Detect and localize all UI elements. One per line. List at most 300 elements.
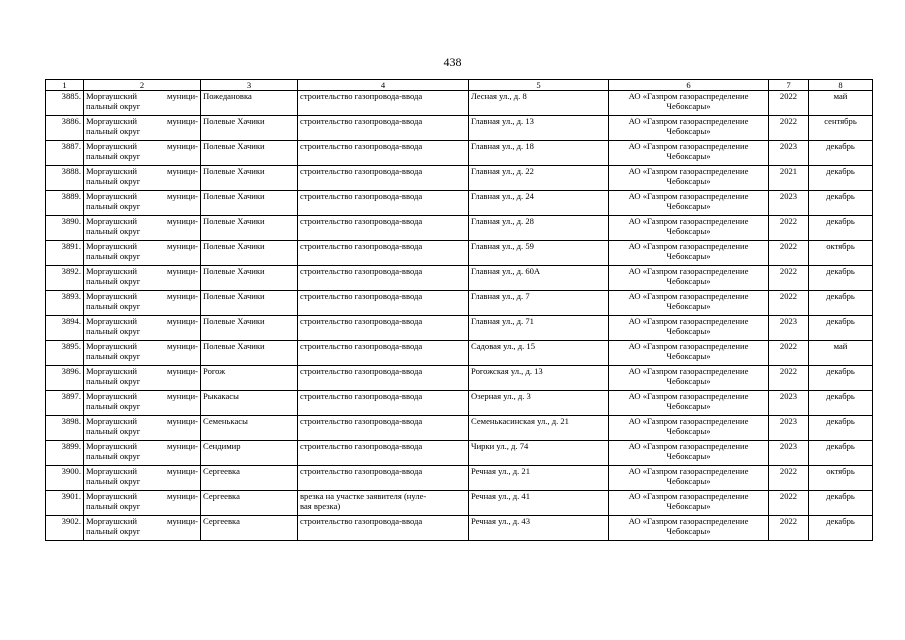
cell-organization [609,291,769,316]
cell-number [46,141,84,166]
cell-number [46,266,84,291]
row-number: 3897. [61,391,81,401]
row-number: 3901. [61,491,81,501]
organization-line-1: АО «Газпром газораспределение [628,366,749,376]
work-type-line-1: строительство газопровода-ввода [300,466,423,476]
month-value: декабрь [826,516,855,526]
work-type-line-1: строительство газопровода-ввода [300,116,423,126]
district-part-1: Моргаушский [86,516,138,526]
cell-district [84,216,201,241]
cell-month [809,366,873,391]
year-value: 2023 [779,416,798,426]
district-part-2: муници- [167,341,198,351]
settlement-name: Полевые Хачики [203,241,265,251]
cell-month [809,91,873,116]
cell-organization [609,366,769,391]
column-header-8: 8 [809,80,873,91]
cell-district [84,491,201,516]
cell-year [769,316,809,341]
cell-number [46,441,84,466]
settlement-name: Полевые Хачики [203,341,265,351]
work-type-line-1: строительство газопровода-ввода [300,191,423,201]
column-header-4: 4 [298,80,469,91]
cell-settlement [201,166,298,191]
month-value: декабрь [826,191,855,201]
row-number: 3899. [61,441,81,451]
table-row [46,391,873,416]
month-value: май [833,91,848,101]
cell-number [46,491,84,516]
cell-month [809,466,873,491]
organization-line-1: АО «Газпром газораспределение [628,116,749,126]
cell-work-type [298,366,469,391]
address-text: Главная ул., д. 24 [471,191,534,201]
row-number: 3891. [61,241,81,251]
settlement-name: Рогож [203,366,226,376]
district-line-2: пальный округ [86,201,141,212]
cell-district [84,166,201,191]
district-line-2: пальный округ [86,151,141,162]
cell-work-type [298,516,469,541]
district-part-2: муници- [167,216,198,226]
cell-address [469,291,609,316]
month-value: декабрь [826,141,855,151]
district-part-2: муници- [167,516,198,526]
district-line-1 [86,316,198,326]
cell-settlement [201,91,298,116]
district-part-1: Моргаушский [86,391,138,401]
cell-organization [609,191,769,216]
cell-address [469,441,609,466]
cell-district [84,191,201,216]
district-line-1 [86,166,198,176]
cell-year [769,416,809,441]
cell-organization [609,491,769,516]
cell-work-type [298,416,469,441]
table-row [46,516,873,541]
work-type-line-1: строительство газопровода-ввода [300,316,423,326]
district-part-1: Моргаушский [86,166,138,176]
settlement-name: Полевые Хачики [203,191,265,201]
table-row [46,341,873,366]
organization-line-1: АО «Газпром газораспределение [628,516,749,526]
cell-work-type [298,116,469,141]
address-text: Речная ул., д. 43 [471,516,531,526]
cell-settlement [201,491,298,516]
address-text: Главная ул., д. 28 [471,216,534,226]
district-line-1 [86,466,198,476]
cell-work-type [298,91,469,116]
organization-line-2: Чебоксары» [666,326,711,337]
cell-number [46,191,84,216]
cell-district [84,266,201,291]
address-text: Садовая ул., д. 15 [471,341,535,351]
address-text: Главная ул., д. 22 [471,166,534,176]
address-text: Семенькасинская ул., д. 21 [471,416,569,426]
organization-line-2: Чебоксары» [666,376,711,387]
row-number: 3890. [61,216,81,226]
organization-line-1: АО «Газпром газораспределение [628,491,749,501]
table-header [46,80,873,91]
cell-year [769,366,809,391]
district-line-1 [86,116,198,126]
cell-settlement [201,516,298,541]
cell-settlement [201,441,298,466]
district-part-2: муници- [167,91,198,101]
cell-month [809,341,873,366]
month-value: октябрь [826,241,855,251]
table-row [46,116,873,141]
table-row [46,241,873,266]
address-text: Лесная ул., д. 8 [471,91,527,101]
organization-line-2: Чебоксары» [666,351,711,362]
column-header-6: 6 [609,80,769,91]
organization-line-1: АО «Газпром газораспределение [628,466,749,476]
settlement-name: Сергеевка [203,491,240,501]
district-line-2: пальный округ [86,176,141,187]
table-row [46,141,873,166]
month-value: декабрь [826,291,855,301]
settlement-name: Полевые Хачики [203,266,265,276]
cell-work-type [298,441,469,466]
row-number: 3896. [61,366,81,376]
cell-year [769,441,809,466]
organization-line-2: Чебоксары» [666,301,711,312]
address-text: Главная ул., д. 18 [471,141,534,151]
cell-district [84,441,201,466]
table-row [46,466,873,491]
cell-work-type [298,241,469,266]
organization-line-2: Чебоксары» [666,401,711,412]
district-part-1: Моргаушский [86,216,138,226]
work-type-line-1: строительство газопровода-ввода [300,166,423,176]
cell-work-type [298,316,469,341]
year-value: 2022 [779,516,798,526]
cell-month [809,441,873,466]
organization-line-2: Чебоксары» [666,276,711,287]
cell-month [809,116,873,141]
cell-settlement [201,216,298,241]
district-line-1 [86,491,198,501]
cell-address [469,391,609,416]
cell-work-type [298,391,469,416]
district-part-1: Моргаушский [86,491,138,501]
cell-settlement [201,191,298,216]
cell-organization [609,91,769,116]
settlement-name: Сергеевка [203,516,240,526]
table-row [46,491,873,516]
cell-district [84,316,201,341]
table-row [46,441,873,466]
cell-organization [609,516,769,541]
work-type-line-1: строительство газопровода-ввода [300,391,423,401]
district-line-1 [86,366,198,376]
table-row [46,316,873,341]
work-type-line-1: строительство газопровода-ввода [300,516,423,526]
year-value: 2023 [779,141,798,151]
table-row [46,366,873,391]
organization-line-2: Чебоксары» [666,451,711,462]
district-part-2: муници- [167,241,198,251]
cell-number [46,391,84,416]
settlement-name: Полевые Хачики [203,291,265,301]
month-value: декабрь [826,216,855,226]
district-line-2: пальный округ [86,501,141,512]
district-part-1: Моргаушский [86,91,138,101]
cell-address [469,516,609,541]
organization-line-1: АО «Газпром газораспределение [628,191,749,201]
row-number: 3889. [61,191,81,201]
address-text: Главная ул., д. 13 [471,116,534,126]
year-value: 2022 [779,341,798,351]
cell-month [809,391,873,416]
cell-organization [609,166,769,191]
cell-year [769,466,809,491]
organization-line-2: Чебоксары» [666,476,711,487]
cell-address [469,366,609,391]
cell-number [46,366,84,391]
cell-month [809,141,873,166]
year-value: 2022 [779,466,798,476]
cell-district [84,241,201,266]
month-value: декабрь [826,441,855,451]
settlement-name: Полевые Хачики [203,166,265,176]
district-line-2: пальный округ [86,101,141,112]
cell-address [469,416,609,441]
organization-line-1: АО «Газпром газораспределение [628,416,749,426]
organization-line-1: АО «Газпром газораспределение [628,291,749,301]
month-value: декабрь [826,416,855,426]
cell-work-type [298,166,469,191]
registry-table [45,79,873,541]
cell-settlement [201,291,298,316]
work-type-line-1: строительство газопровода-ввода [300,91,423,101]
address-text: Рогожская ул., д. 13 [471,366,543,376]
month-value: декабрь [826,391,855,401]
row-number: 3898. [61,416,81,426]
organization-line-1: АО «Газпром газораспределение [628,266,749,276]
cell-address [469,491,609,516]
district-part-2: муници- [167,491,198,501]
cell-number [46,91,84,116]
settlement-name: Полевые Хачики [203,141,265,151]
cell-year [769,341,809,366]
cell-district [84,341,201,366]
district-line-1 [86,391,198,401]
year-value: 2022 [779,91,798,101]
cell-address [469,466,609,491]
cell-work-type [298,266,469,291]
cell-organization [609,416,769,441]
district-part-2: муници- [167,316,198,326]
cell-number [46,466,84,491]
cell-year [769,266,809,291]
cell-address [469,341,609,366]
cell-address [469,166,609,191]
settlement-name: Сендимир [203,441,241,451]
cell-number [46,291,84,316]
cell-month [809,191,873,216]
month-value: декабрь [826,166,855,176]
row-number: 3886. [61,116,81,126]
organization-line-2: Чебоксары» [666,176,711,187]
cell-month [809,241,873,266]
row-number: 3887. [61,141,81,151]
district-part-2: муници- [167,116,198,126]
district-line-2: пальный округ [86,126,141,137]
address-text: Речная ул., д. 21 [471,466,531,476]
cell-number [46,216,84,241]
organization-line-2: Чебоксары» [666,201,711,212]
cell-district [84,116,201,141]
cell-organization [609,241,769,266]
settlement-name: Рыкакасы [203,391,239,401]
column-header-7: 7 [769,80,809,91]
organization-line-1: АО «Газпром газораспределение [628,141,749,151]
organization-line-1: АО «Газпром газораспределение [628,166,749,176]
district-part-1: Моргаушский [86,191,138,201]
cell-district [84,141,201,166]
district-line-1 [86,91,198,101]
work-type-line-1: строительство газопровода-ввода [300,366,423,376]
cell-settlement [201,466,298,491]
organization-line-1: АО «Газпром газораспределение [628,241,749,251]
address-text: Главная ул., д. 59 [471,241,534,251]
cell-month [809,166,873,191]
organization-line-1: АО «Газпром газораспределение [628,316,749,326]
organization-line-2: Чебоксары» [666,526,711,537]
cell-organization [609,391,769,416]
district-line-2: пальный округ [86,351,141,362]
row-number: 3888. [61,166,81,176]
cell-address [469,91,609,116]
cell-work-type [298,216,469,241]
cell-year [769,116,809,141]
cell-organization [609,341,769,366]
district-part-1: Моргаушский [86,291,138,301]
organization-line-1: АО «Газпром газораспределение [628,216,749,226]
cell-organization [609,266,769,291]
district-part-2: муници- [167,391,198,401]
organization-line-1: АО «Газпром газораспределение [628,341,749,351]
year-value: 2022 [779,241,798,251]
cell-settlement [201,141,298,166]
row-number: 3892. [61,266,81,276]
district-line-2: пальный округ [86,401,141,412]
work-type-line-2: вая врезка) [300,501,341,512]
district-line-2: пальный округ [86,426,141,437]
cell-district [84,516,201,541]
organization-line-2: Чебоксары» [666,426,711,437]
district-part-2: муници- [167,266,198,276]
cell-district [84,466,201,491]
month-value: декабрь [826,366,855,376]
work-type-line-1: строительство газопровода-ввода [300,341,423,351]
cell-settlement [201,366,298,391]
district-part-1: Моргаушский [86,316,138,326]
district-part-2: муници- [167,291,198,301]
cell-year [769,166,809,191]
row-number: 3893. [61,291,81,301]
district-part-1: Моргаушский [86,416,138,426]
header-row [46,80,873,91]
cell-number [46,166,84,191]
year-value: 2022 [779,491,798,501]
cell-work-type [298,191,469,216]
month-value: декабрь [826,266,855,276]
table-row [46,416,873,441]
address-text: Главная ул., д. 71 [471,316,534,326]
cell-month [809,416,873,441]
cell-year [769,191,809,216]
organization-line-2: Чебоксары» [666,101,711,112]
cell-address [469,191,609,216]
cell-organization [609,141,769,166]
cell-year [769,216,809,241]
year-value: 2022 [779,291,798,301]
table-row [46,291,873,316]
cell-settlement [201,116,298,141]
district-line-2: пальный округ [86,376,141,387]
page-number: 438 [443,55,462,69]
address-text: Озерная ул., д. 3 [471,391,531,401]
organization-line-2: Чебоксары» [666,226,711,237]
cell-organization [609,116,769,141]
district-line-2: пальный округ [86,276,141,287]
cell-organization [609,466,769,491]
cell-year [769,241,809,266]
cell-number [46,241,84,266]
column-header-2: 2 [84,80,201,91]
district-part-1: Моргаушский [86,116,138,126]
year-value: 2021 [779,166,798,176]
cell-address [469,316,609,341]
year-value: 2022 [779,116,798,126]
organization-line-2: Чебоксары» [666,501,711,512]
cell-month [809,216,873,241]
column-header-3: 3 [201,80,298,91]
year-value: 2023 [779,391,798,401]
settlement-name: Семенькасы [203,416,248,426]
year-value: 2023 [779,191,798,201]
column-header-1: 1 [46,80,84,91]
district-line-1 [86,341,198,351]
district-line-2: пальный округ [86,251,141,262]
row-number: 3902. [61,516,81,526]
table-row [46,91,873,116]
work-type-line-1: строительство газопровода-ввода [300,266,423,276]
cell-number [46,116,84,141]
cell-address [469,241,609,266]
work-type-line-1: строительство газопровода-ввода [300,441,423,451]
settlement-name: Сергеевка [203,466,240,476]
month-value: декабрь [826,316,855,326]
district-line-2: пальный округ [86,451,141,462]
row-number: 3894. [61,316,81,326]
cell-year [769,291,809,316]
cell-district [84,91,201,116]
district-line-2: пальный округ [86,226,141,237]
cell-number [46,516,84,541]
year-value: 2023 [779,316,798,326]
cell-number [46,316,84,341]
cell-district [84,416,201,441]
cell-organization [609,216,769,241]
cell-year [769,516,809,541]
address-text: Главная ул., д. 7 [471,291,530,301]
district-part-2: муници- [167,466,198,476]
table-row [46,166,873,191]
